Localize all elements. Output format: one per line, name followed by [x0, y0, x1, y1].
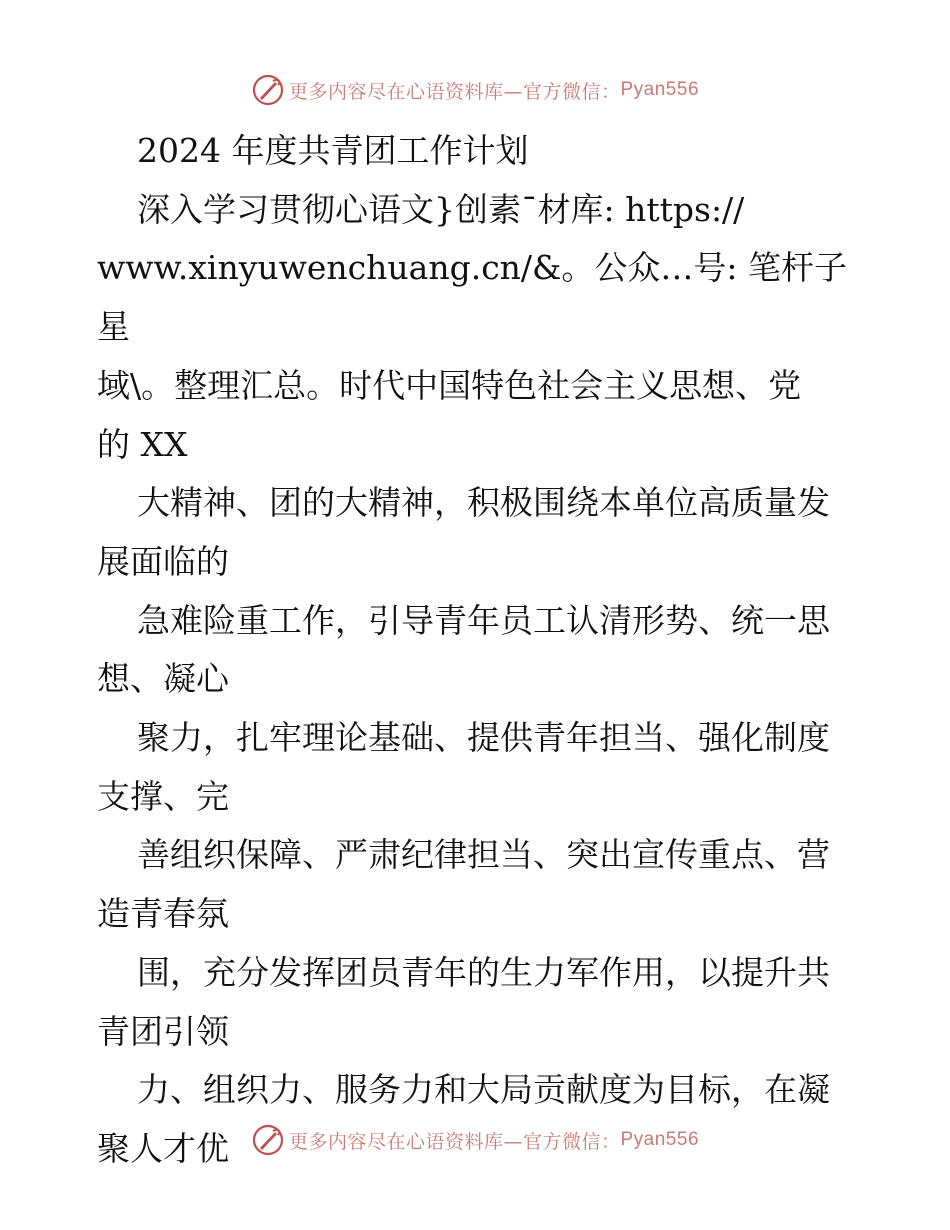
text-line: 支撑、完	[97, 776, 229, 816]
text-line: 力、组织力、服务力和大局贡献度为目标，在凝	[137, 1070, 830, 1110]
text-line: 青团引领	[97, 1011, 229, 1051]
header-banner	[0, 70, 950, 110]
text-line: 聚人才优	[97, 1128, 229, 1168]
text-line: 展面临的	[97, 541, 229, 581]
wechat-id: Pyan556	[620, 79, 700, 100]
text-line: 善组织保障、严肃纪律担当、突出宣传重点、营	[137, 835, 830, 875]
footer-banner	[0, 1120, 950, 1160]
quill-pen-logo-icon	[251, 73, 285, 107]
wechat-id: Pyan556	[620, 1129, 700, 1150]
text-line: 围，充分发挥团员青年的生力军作用，以提升共	[137, 952, 830, 992]
document-title: 2024 年度共青团工作计划	[137, 131, 529, 170]
text-line: 域\。整理汇总。时代中国特色社会主义思想、党	[97, 365, 802, 405]
text-line: 造青春氛	[97, 894, 229, 934]
text-line: 急难险重工作，引导青年员工认清形势、统一思	[137, 600, 830, 640]
text-line: 大精神、团的大精神，积极围绕本单位高质量发	[137, 483, 830, 523]
text-line: 深入学习贯彻心语文}创素¯材库: https://	[137, 189, 745, 229]
text-line: 的 XX	[97, 424, 188, 464]
banner-text: 更多内容尽在心语资料库—官方微信：	[288, 80, 621, 103]
text-line: www.xinyuwenchuang.cn/&。公众…号: 笔杆子星	[97, 248, 848, 347]
document-body	[97, 122, 867, 1179]
quill-pen-logo-icon	[251, 1123, 285, 1157]
text-line: 聚力，扎牢理论基础、提供青年担当、强化制度	[137, 718, 830, 758]
banner-text: 更多内容尽在心语资料库—官方微信：	[288, 1130, 621, 1153]
text-line: 想、凝心	[97, 659, 229, 699]
